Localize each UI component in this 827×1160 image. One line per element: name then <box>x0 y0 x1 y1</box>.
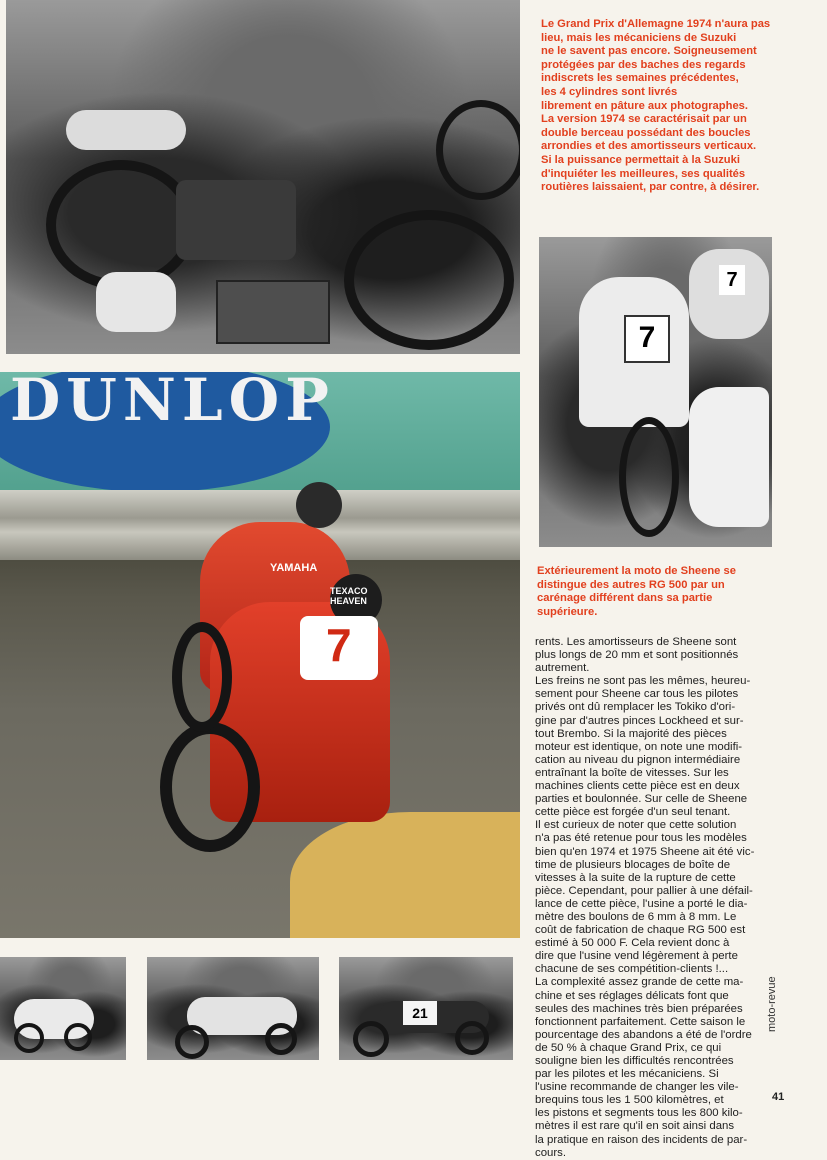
thumb-1-wheel-rear <box>64 1023 92 1051</box>
fairing-tail <box>66 110 186 150</box>
thumb-3-wheel <box>353 1021 389 1057</box>
thumb-3-wheel-rear <box>455 1021 489 1055</box>
article-body: rents. Les amortisseurs de Sheene sont plus longs de 20 mm et sont positionnés autrement. Les freins ne sont pas les mêmes, heureu- sement pour Sheene car tous les pilotes privés ont dû remplacer les Tokiko d'ori- gine par d'autres pinces Lockheed et sur- tout Brembo. Si la majorité des pièces moteur est identique, on note une modifi- cation au niveau du pignon intermédiaire entraînant la boîte de vitesses. Sur les machines clients cette pièce est en deux parties et boulonnée. Sur celle de Sheene cette pièce est forgée d'un seul tenant. Il est curieux de noter que cette solution n'a pas été retenue pour tous les modèles bien qu'en 1974 et 1975 Sheene ait été vic- time de plusieurs blocages de boîte de vitesses à la suite de la rupture de cette pièce. Cependant, pour pallier à une défail- lance de cette pièce, l'usine a porté le dia- mètre des boulons de 6 mm à 8 mm. Le coût de fabrication de chaque RG 500 est estimé à 50 000 F. Cela revient donc à dire que l'usine vend légèrement à perte chacune de ses compétition-clients !... La complexité assez grande de cette ma- chine et ses réglages délicats font que seules des machines très bien préparées fonctionnent parfaitement. Cette saison le pourcentage des abandons a été de l'ordre de 50 % à chaque Grand Prix, ce qui souligne bien les difficultés rencontrées par les pilotes et les mécaniciens. Si l'usine recommande de changer les vile- brequins tous les 1 500 kilomètres, et les pistons et segments tous les 800 kilo- mètres il est rare qu'il en soit ainsi dans la pratique en raison des incidents de par- cours. <box>535 636 755 1159</box>
mechanic <box>689 387 769 527</box>
lead-rider-leathers-text: YAMAHA <box>270 562 318 574</box>
photo-race-action <box>0 372 520 938</box>
track-kerb <box>290 812 520 938</box>
photo-thumb-1 <box>0 957 126 1060</box>
rear-rider-number: 7 <box>326 619 352 671</box>
lead-rider-helmet <box>296 482 342 528</box>
thumb-1-wheel <box>14 1023 44 1053</box>
photo-suzuki-paddock <box>6 0 520 354</box>
cloth-rag <box>96 272 176 332</box>
thumb-2-wheel-rear <box>265 1023 297 1055</box>
fairing-number-plate: 7 <box>624 315 670 363</box>
thumb-3-number-plate: 21 <box>403 1001 437 1025</box>
race-front-wheel <box>160 722 260 852</box>
rear-rider-back-text: TEXACO HEAVEN <box>330 586 368 606</box>
banner-text: DUNLOP <box>10 372 335 434</box>
magazine-name: moto-revue <box>766 976 778 1032</box>
caption-middle: Extérieurement la moto de Sheene se distingue des autres RG 500 par un carénage différent dans sa partie supérieure. <box>537 565 736 618</box>
photo-sheene-bike <box>539 237 772 547</box>
lead-front-wheel <box>172 622 232 732</box>
page-number: 41 <box>772 1091 785 1103</box>
photo-thumb-2 <box>147 957 319 1060</box>
background-wheel <box>436 100 520 200</box>
caption-top: Le Grand Prix d'Allemagne 1974 n'aura pas lieu, mais les mécaniciens de Suzuki ne le savent pas encore. Soigneusement protégées par des baches des regards indiscrets les semaines précédentes, les 4 cylindres sont livrés librement en pâture aux photographes. La version 1974 se caractérisait par un double berceau possédant des boucles arrondies et des amortisseurs verticaux. Si la puissance permettait à la Suzuki d'inquiéter les meilleures, ses qualités routières laissaient, par contre, à désirer. <box>541 18 771 194</box>
front-wheel <box>344 210 514 350</box>
front-wheel <box>619 417 679 537</box>
photo-thumb-3 <box>339 957 513 1060</box>
rear-wheel <box>46 160 196 290</box>
engine-block <box>176 180 296 260</box>
thumb-2-wheel <box>175 1025 209 1059</box>
second-number-plate: 7 <box>719 265 745 295</box>
toolbox <box>216 280 330 344</box>
